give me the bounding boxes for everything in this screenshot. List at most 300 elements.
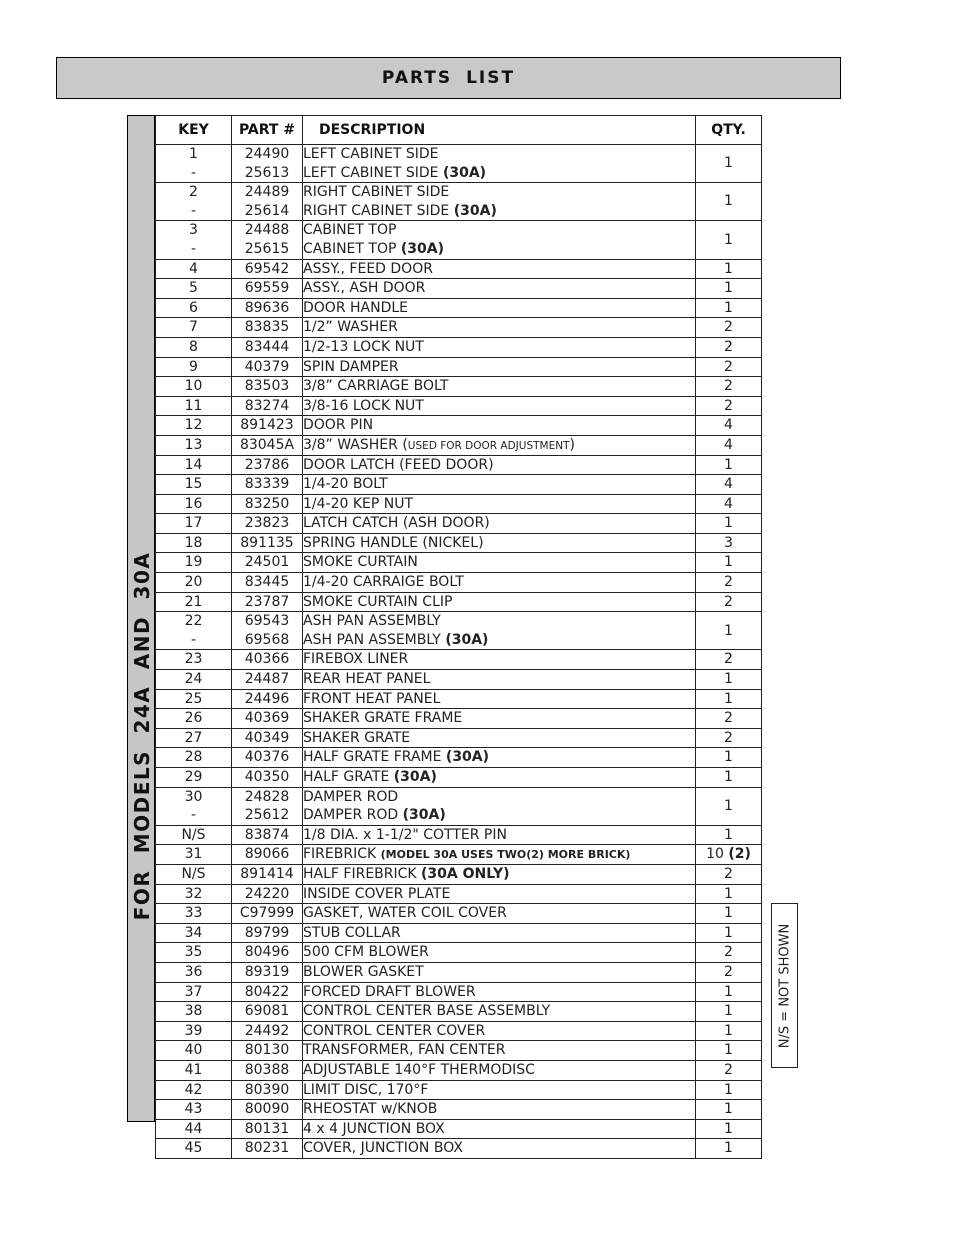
description-line — [303, 690, 695, 709]
part-number-cell — [232, 221, 303, 259]
description-line — [303, 164, 695, 183]
description-line — [303, 534, 695, 553]
description-line — [303, 709, 695, 728]
description-cell — [303, 689, 696, 709]
description-line — [303, 358, 695, 377]
part-number-value: 83339 — [244, 476, 290, 493]
table-row — [156, 1100, 762, 1120]
description-cell — [303, 396, 696, 416]
description-text: ASSY., FEED DOOR — [303, 260, 433, 277]
quantity-value: 2 — [724, 729, 733, 746]
quantity-value: 1 — [724, 924, 733, 941]
part-number-value: 69568 — [244, 631, 290, 648]
table-row — [156, 1080, 762, 1100]
description-text: STUB COLLAR — [303, 924, 401, 941]
quantity-value: 1 — [724, 1101, 733, 1118]
not-shown-legend — [771, 903, 798, 1068]
description-line — [303, 1120, 695, 1139]
part-number-value: 40369 — [244, 710, 290, 727]
description-text: CABINET TOP — [303, 240, 401, 257]
part-number-value: 891423 — [240, 417, 294, 434]
part-number-cell — [232, 416, 303, 436]
part-number-cell — [232, 612, 303, 650]
key-value: 4 — [189, 260, 198, 277]
part-number-cell — [232, 494, 303, 514]
description-text: DOOR LATCH (FEED DOOR) — [303, 456, 494, 473]
description-line — [303, 963, 695, 982]
description-line — [303, 612, 695, 631]
table-header-row — [156, 116, 762, 145]
description-line — [303, 943, 695, 962]
key-value: 35 — [184, 944, 203, 961]
quantity-cell — [696, 377, 762, 397]
part-number-cell — [232, 475, 303, 495]
description-cell — [303, 475, 696, 495]
quantity-cell — [696, 455, 762, 475]
key-value: 21 — [184, 593, 203, 610]
quantity-value: 4 — [724, 476, 733, 493]
description-line — [303, 650, 695, 669]
description-line — [303, 904, 695, 923]
part-number-cell — [232, 768, 303, 788]
part-number-cell — [232, 650, 303, 670]
model-note: (30A) — [453, 202, 497, 219]
part-number-cell — [232, 982, 303, 1002]
table-row — [156, 416, 762, 436]
quantity-value: 1 — [724, 515, 733, 532]
description-cell — [303, 884, 696, 904]
description-line — [303, 865, 695, 884]
part-number-cell — [232, 1002, 303, 1022]
column-header-description: DESCRIPTION — [303, 116, 696, 145]
description-text: 3/8” WASHER ( — [303, 436, 408, 453]
part-number-value: 80231 — [244, 1140, 290, 1157]
key-cell — [156, 475, 232, 495]
part-number-cell — [232, 864, 303, 884]
quantity-cell — [696, 650, 762, 670]
part-number-cell — [232, 455, 303, 475]
key-cell — [156, 183, 232, 221]
quantity-value: 2 — [724, 574, 733, 591]
key-value: 40 — [184, 1042, 203, 1059]
description-cell — [303, 709, 696, 729]
part-number-value: 40349 — [244, 729, 290, 746]
model-note: (30A) — [442, 164, 487, 181]
table-row — [156, 1119, 762, 1139]
key-value: 13 — [184, 436, 203, 453]
quantity-value: 1 — [724, 826, 733, 843]
quantity-value: 1 — [724, 1022, 733, 1039]
quantity-cell — [696, 1041, 762, 1061]
part-number-value: 89319 — [244, 963, 290, 980]
description-text: SHAKER GRATE — [303, 729, 411, 746]
part-number-value: 25612 — [244, 807, 290, 824]
description-text: SHAKER GRATE FRAME — [303, 710, 463, 727]
key-value: - — [190, 164, 197, 181]
quantity-cell — [696, 279, 762, 299]
description-text: DOOR PIN — [303, 417, 374, 434]
description-text: CONTROL CENTER BASE ASSEMBLY — [303, 1003, 551, 1020]
description-cell — [303, 1060, 696, 1080]
model-note: (MODEL 30A USES TWO(2) MORE BRICK) — [380, 848, 631, 862]
part-number-value: 891414 — [240, 865, 294, 882]
quantity-cell — [696, 962, 762, 982]
table-row — [156, 298, 762, 318]
description-cell — [303, 298, 696, 318]
description-text: RHEOSTAT w/KNOB — [303, 1101, 438, 1118]
quantity-value: 4 — [724, 417, 733, 434]
part-number-value: 69081 — [244, 1003, 290, 1020]
model-note: (30A) — [445, 631, 489, 648]
description-text: RIGHT CABINET SIDE — [303, 184, 450, 201]
quantity-value: 1 — [724, 983, 733, 1000]
description-cell — [303, 494, 696, 514]
key-cell — [156, 982, 232, 1002]
key-value: 3 — [189, 222, 198, 239]
key-cell — [156, 845, 232, 865]
quantity-value: 4 — [724, 436, 733, 453]
part-number-cell — [232, 1021, 303, 1041]
key-value: 2 — [189, 184, 198, 201]
key-cell — [156, 1080, 232, 1100]
column-header-qty: QTY. — [696, 116, 762, 145]
part-number-cell — [232, 748, 303, 768]
part-number-value: C97999 — [239, 905, 295, 922]
quantity-cell — [696, 728, 762, 748]
description-cell — [303, 183, 696, 221]
quantity-cell — [696, 904, 762, 924]
key-value: - — [190, 240, 197, 257]
part-number-cell — [232, 514, 303, 534]
quantity-value: 2 — [724, 710, 733, 727]
description-cell — [303, 650, 696, 670]
key-value: 42 — [184, 1081, 203, 1098]
description-line — [303, 279, 695, 298]
key-value: 34 — [184, 924, 203, 941]
part-number-value: 24492 — [244, 1022, 290, 1039]
quantity-cell — [696, 396, 762, 416]
quantity-value: 1 — [724, 260, 733, 277]
description-line — [303, 1139, 695, 1158]
part-number-value: 80090 — [244, 1101, 290, 1118]
key-cell — [156, 357, 232, 377]
part-number-value: 80422 — [244, 983, 290, 1000]
description-line — [303, 729, 695, 748]
key-cell — [156, 318, 232, 338]
part-number-value: 24490 — [244, 146, 290, 162]
description-cell — [303, 923, 696, 943]
key-cell — [156, 748, 232, 768]
quantity-value: 1 — [724, 885, 733, 902]
quantity-cell — [696, 183, 762, 221]
table-row — [156, 455, 762, 475]
parts-table — [155, 115, 762, 1159]
quantity-value: 1 — [724, 1120, 733, 1137]
description-line — [303, 145, 695, 164]
part-number-value: 25615 — [244, 240, 290, 257]
description-cell — [303, 1100, 696, 1120]
table-row — [156, 279, 762, 299]
quantity-cell — [696, 1080, 762, 1100]
part-number-value: 40366 — [244, 651, 290, 668]
key-value: 33 — [184, 905, 203, 922]
key-cell — [156, 533, 232, 553]
table-row — [156, 259, 762, 279]
description-text: SPIN DAMPER — [303, 358, 399, 375]
key-value: 20 — [184, 574, 203, 591]
quantity-note: (2) — [728, 846, 751, 863]
key-value: 24 — [184, 671, 203, 688]
description-text: COVER, JUNCTION BOX — [303, 1140, 463, 1157]
table-row — [156, 689, 762, 709]
description-suffix: ) — [569, 436, 575, 453]
description-text: 500 CFM BLOWER — [303, 944, 429, 961]
part-number-cell — [232, 884, 303, 904]
part-number-value: 83503 — [244, 378, 290, 395]
part-number-cell — [232, 396, 303, 416]
key-value: 15 — [184, 476, 203, 493]
table-row — [156, 475, 762, 495]
quantity-cell — [696, 1002, 762, 1022]
description-line — [303, 202, 695, 221]
description-cell — [303, 357, 696, 377]
quantity-value: 1 — [724, 554, 733, 571]
key-value: 18 — [184, 534, 203, 551]
description-line — [303, 377, 695, 396]
description-line — [303, 768, 695, 787]
quantity-cell — [696, 1021, 762, 1041]
description-cell — [303, 337, 696, 357]
key-value: 31 — [184, 846, 203, 863]
key-cell — [156, 145, 232, 183]
usage-note: USED FOR DOOR ADJUSTMENT — [407, 439, 570, 452]
model-note: (30A) — [400, 240, 444, 257]
quantity-value: 4 — [724, 495, 733, 512]
part-number-value: 83274 — [244, 397, 290, 414]
table-row — [156, 612, 762, 650]
part-number-value: 25613 — [244, 164, 290, 181]
key-cell — [156, 709, 232, 729]
table-row — [156, 904, 762, 924]
key-cell — [156, 573, 232, 593]
key-value: 12 — [184, 417, 203, 434]
part-number-cell — [232, 279, 303, 299]
part-number-value: 80388 — [244, 1061, 290, 1078]
part-number-cell — [232, 533, 303, 553]
description-line — [303, 475, 695, 494]
description-text: SPRING HANDLE (NICKEL) — [303, 534, 484, 551]
quantity-value: 2 — [724, 397, 733, 414]
part-number-cell — [232, 377, 303, 397]
quantity-value: 2 — [724, 593, 733, 610]
description-text: RIGHT CABINET SIDE — [303, 202, 454, 219]
description-text: CABINET TOP — [303, 222, 397, 239]
part-number-value: 24220 — [244, 885, 290, 902]
table-row — [156, 357, 762, 377]
description-cell — [303, 455, 696, 475]
key-cell — [156, 943, 232, 963]
key-value: 29 — [184, 769, 203, 785]
description-line — [303, 670, 695, 689]
description-line — [303, 553, 695, 572]
quantity-value: 1 — [724, 1003, 733, 1020]
table-row — [156, 553, 762, 573]
key-cell — [156, 259, 232, 279]
description-line — [303, 456, 695, 475]
description-cell — [303, 982, 696, 1002]
part-number-value: 80131 — [244, 1120, 290, 1137]
part-number-value: 83874 — [244, 826, 290, 843]
part-number-value: 89066 — [244, 846, 290, 863]
description-cell — [303, 670, 696, 690]
quantity-cell — [696, 670, 762, 690]
quantity-value: 2 — [724, 338, 733, 355]
key-value: 38 — [184, 1003, 203, 1020]
part-number-value: 69543 — [244, 613, 290, 630]
quantity-value: 1 — [724, 155, 733, 172]
table-row — [156, 884, 762, 904]
description-line — [303, 1022, 695, 1041]
key-cell — [156, 904, 232, 924]
table-row — [156, 923, 762, 943]
part-number-value: 40376 — [244, 749, 290, 766]
description-cell — [303, 904, 696, 924]
description-cell — [303, 864, 696, 884]
key-cell — [156, 689, 232, 709]
page-title: PARTS LIST — [381, 68, 516, 88]
part-number-value: 23823 — [244, 515, 290, 532]
part-number-value: 69542 — [244, 260, 290, 277]
part-number-cell — [232, 298, 303, 318]
part-number-cell — [232, 962, 303, 982]
key-value: 11 — [184, 397, 203, 414]
quantity-value: 1 — [724, 299, 733, 316]
quantity-cell — [696, 573, 762, 593]
quantity-value: 1 — [724, 749, 733, 766]
description-cell — [303, 435, 696, 455]
part-number-cell — [232, 592, 303, 612]
quantity-cell — [696, 825, 762, 845]
description-line — [303, 318, 695, 337]
part-number-value: 25614 — [244, 202, 290, 219]
part-number-value: 24488 — [244, 222, 290, 239]
key-value: 22 — [184, 613, 203, 630]
model-note: (30A) — [393, 769, 437, 785]
key-cell — [156, 494, 232, 514]
description-text: LEFT CABINET SIDE — [303, 164, 443, 181]
part-number-value: 83445 — [244, 574, 290, 591]
description-cell — [303, 943, 696, 963]
quantity-value: 1 — [724, 280, 733, 297]
model-note: (30A) — [402, 807, 446, 824]
quantity-cell — [696, 1060, 762, 1080]
key-value: 28 — [184, 749, 203, 766]
quantity-value: 2 — [724, 319, 733, 336]
model-note: (30A ONLY) — [421, 865, 510, 882]
description-cell — [303, 553, 696, 573]
key-value: 9 — [189, 358, 198, 375]
quantity-value: 1 — [724, 1081, 733, 1098]
quantity-value: 10 — [706, 846, 729, 863]
description-line — [303, 495, 695, 514]
part-number-value: 23787 — [244, 593, 290, 610]
quantity-value: 1 — [724, 1140, 733, 1157]
quantity-value: 2 — [724, 865, 733, 882]
description-line — [303, 631, 695, 650]
quantity-cell — [696, 884, 762, 904]
description-line — [303, 593, 695, 612]
part-number-cell — [232, 943, 303, 963]
quantity-cell — [696, 1100, 762, 1120]
part-number-value: 83444 — [244, 338, 290, 355]
part-number-cell — [232, 1080, 303, 1100]
key-value: 41 — [184, 1061, 203, 1078]
key-value: 30 — [184, 788, 203, 805]
description-cell — [303, 573, 696, 593]
description-cell — [303, 962, 696, 982]
table-row — [156, 1060, 762, 1080]
description-cell — [303, 728, 696, 748]
key-value: 16 — [184, 495, 203, 512]
quantity-cell — [696, 748, 762, 768]
description-text: HALF GRATE — [303, 769, 394, 785]
part-number-value: 89799 — [244, 924, 290, 941]
table-row — [156, 943, 762, 963]
description-line — [303, 260, 695, 279]
description-line — [303, 826, 695, 845]
description-cell — [303, 1002, 696, 1022]
part-number-value: 23786 — [244, 456, 290, 473]
key-value: 26 — [184, 710, 203, 727]
quantity-cell — [696, 514, 762, 534]
description-cell — [303, 748, 696, 768]
part-number-value: 80496 — [244, 944, 290, 961]
description-line — [303, 338, 695, 357]
key-value: 23 — [184, 651, 203, 668]
description-text: 1/4-20 BOLT — [303, 476, 388, 493]
column-header-key: KEY — [156, 116, 232, 145]
description-text: FRONT HEAT PANEL — [303, 690, 441, 707]
parts-list-header — [56, 57, 841, 99]
part-number-value: 24828 — [244, 788, 290, 805]
key-cell — [156, 396, 232, 416]
part-number-cell — [232, 1100, 303, 1120]
table-row — [156, 787, 762, 825]
table-row — [156, 183, 762, 221]
description-text: FIREBRICK — [303, 846, 381, 863]
description-cell — [303, 145, 696, 183]
table-row — [156, 221, 762, 259]
quantity-value: 1 — [724, 456, 733, 473]
quantity-value: 2 — [724, 963, 733, 980]
part-number-cell — [232, 1041, 303, 1061]
part-number-value: 40350 — [244, 769, 290, 785]
table-row — [156, 573, 762, 593]
key-cell — [156, 670, 232, 690]
quantity-value: 1 — [724, 622, 733, 639]
table-row — [156, 145, 762, 183]
part-number-value: 83835 — [244, 319, 290, 336]
key-value: 6 — [189, 299, 198, 316]
key-cell — [156, 298, 232, 318]
quantity-cell — [696, 416, 762, 436]
key-cell — [156, 923, 232, 943]
key-cell — [156, 884, 232, 904]
quantity-value: 2 — [724, 651, 733, 668]
description-text: SMOKE CURTAIN — [303, 554, 418, 571]
quantity-cell — [696, 864, 762, 884]
table-row — [156, 435, 762, 455]
